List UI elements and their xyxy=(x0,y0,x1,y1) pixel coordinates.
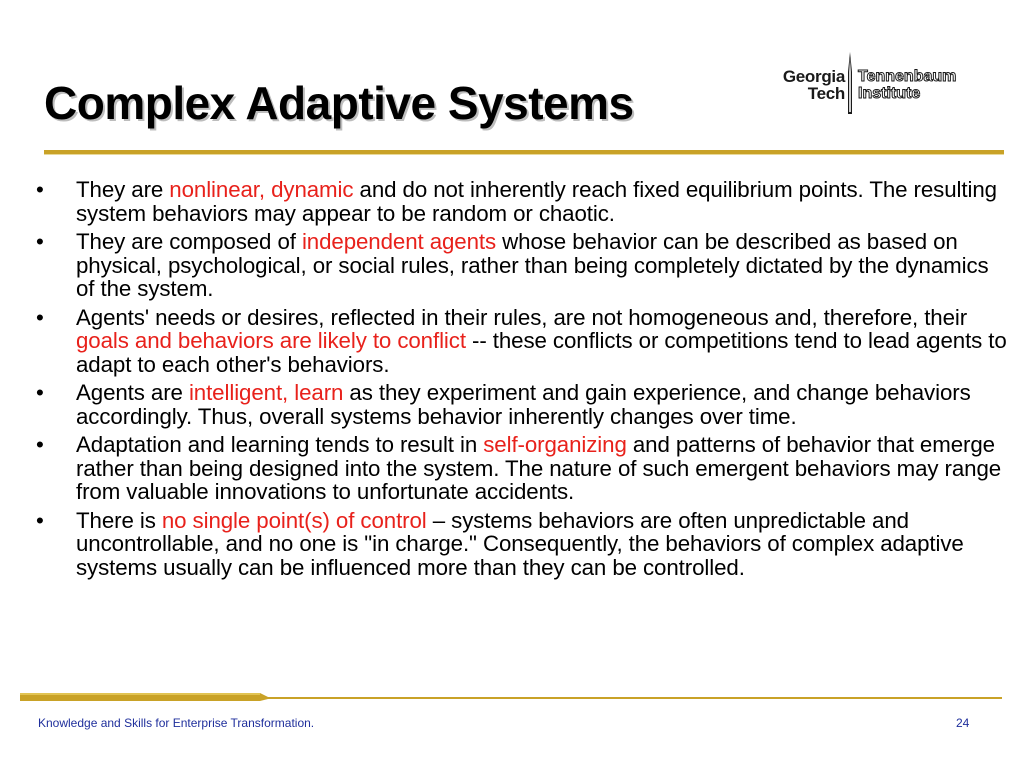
highlight-text: independent agents xyxy=(301,229,497,254)
bullet-icon: • xyxy=(36,380,44,405)
title-underline-shadow xyxy=(44,154,1004,155)
bullet-item: • Agents are intelligent, learn as they experiment and gain experience, and change behaviors accordingly. Thus, overall systems behavior inherently changes over time. xyxy=(36,380,971,429)
highlight-text: no single point(s) of control xyxy=(161,507,427,533)
highlight-text: nonlinear, dynamic xyxy=(169,177,354,202)
bullet-item: • There is no single point(s) of control – systems behaviors are often unpredictable and uncontrollable, and no one is "in charge." Consequently, the behaviors of complex adaptive systems usually can be influenced more than they can be controlled. xyxy=(36,507,964,580)
footer-text: Knowledge and Skills for Enterprise Transformation. xyxy=(38,716,315,730)
highlight-text: self-organizing xyxy=(483,432,627,457)
logo-georgia-tech: Georgia Tech xyxy=(782,67,845,103)
bullet-icon: • xyxy=(36,229,44,254)
georgia-tech-tennenbaum-logo xyxy=(758,52,990,114)
bullet-item: • Agents' needs or desires, reflected in their rules, are not homogeneous and, therefore, their goals and behaviors are likely to conflict -- these conflicts or competitions tend to lead agents to adapt to each other's behaviors. xyxy=(36,304,1007,377)
page-number: 24 xyxy=(956,716,970,730)
footer-rule xyxy=(20,693,1002,701)
bullet-icon: • xyxy=(36,507,44,533)
bullet-icon: • xyxy=(36,177,44,202)
bullet-item: • Adaptation and learning tends to result in self-organizing and patterns of behavior that emerge rather than being designed into the system. The nature of such emergent behaviors may range from valuable innovations to unfortunate accidents. xyxy=(36,432,1002,504)
slide-title: Complex Adaptive Systems xyxy=(44,77,634,129)
highlight-text: intelligent, learn xyxy=(188,380,344,405)
bullet-icon: • xyxy=(36,304,44,330)
bullet-item: • They are composed of independent agents whose behavior can be described as based on physical, psychological, or social rules, rather than being completely dictated by the dynamics of the system. xyxy=(36,229,989,301)
logo-tennenbaum-institute: Tennenbaum Institute xyxy=(858,68,957,102)
bullet-icon: • xyxy=(36,432,44,457)
bullet-list xyxy=(32,178,1007,584)
highlight-text: goals and behaviors are likely to conflict xyxy=(76,328,466,353)
bullet-item: • They are nonlinear, dynamic and do not inherently reach fixed equilibrium points. The resulting system behaviors may appear to be random or chaotic. xyxy=(36,177,997,226)
logo-divider-icon xyxy=(844,52,856,114)
